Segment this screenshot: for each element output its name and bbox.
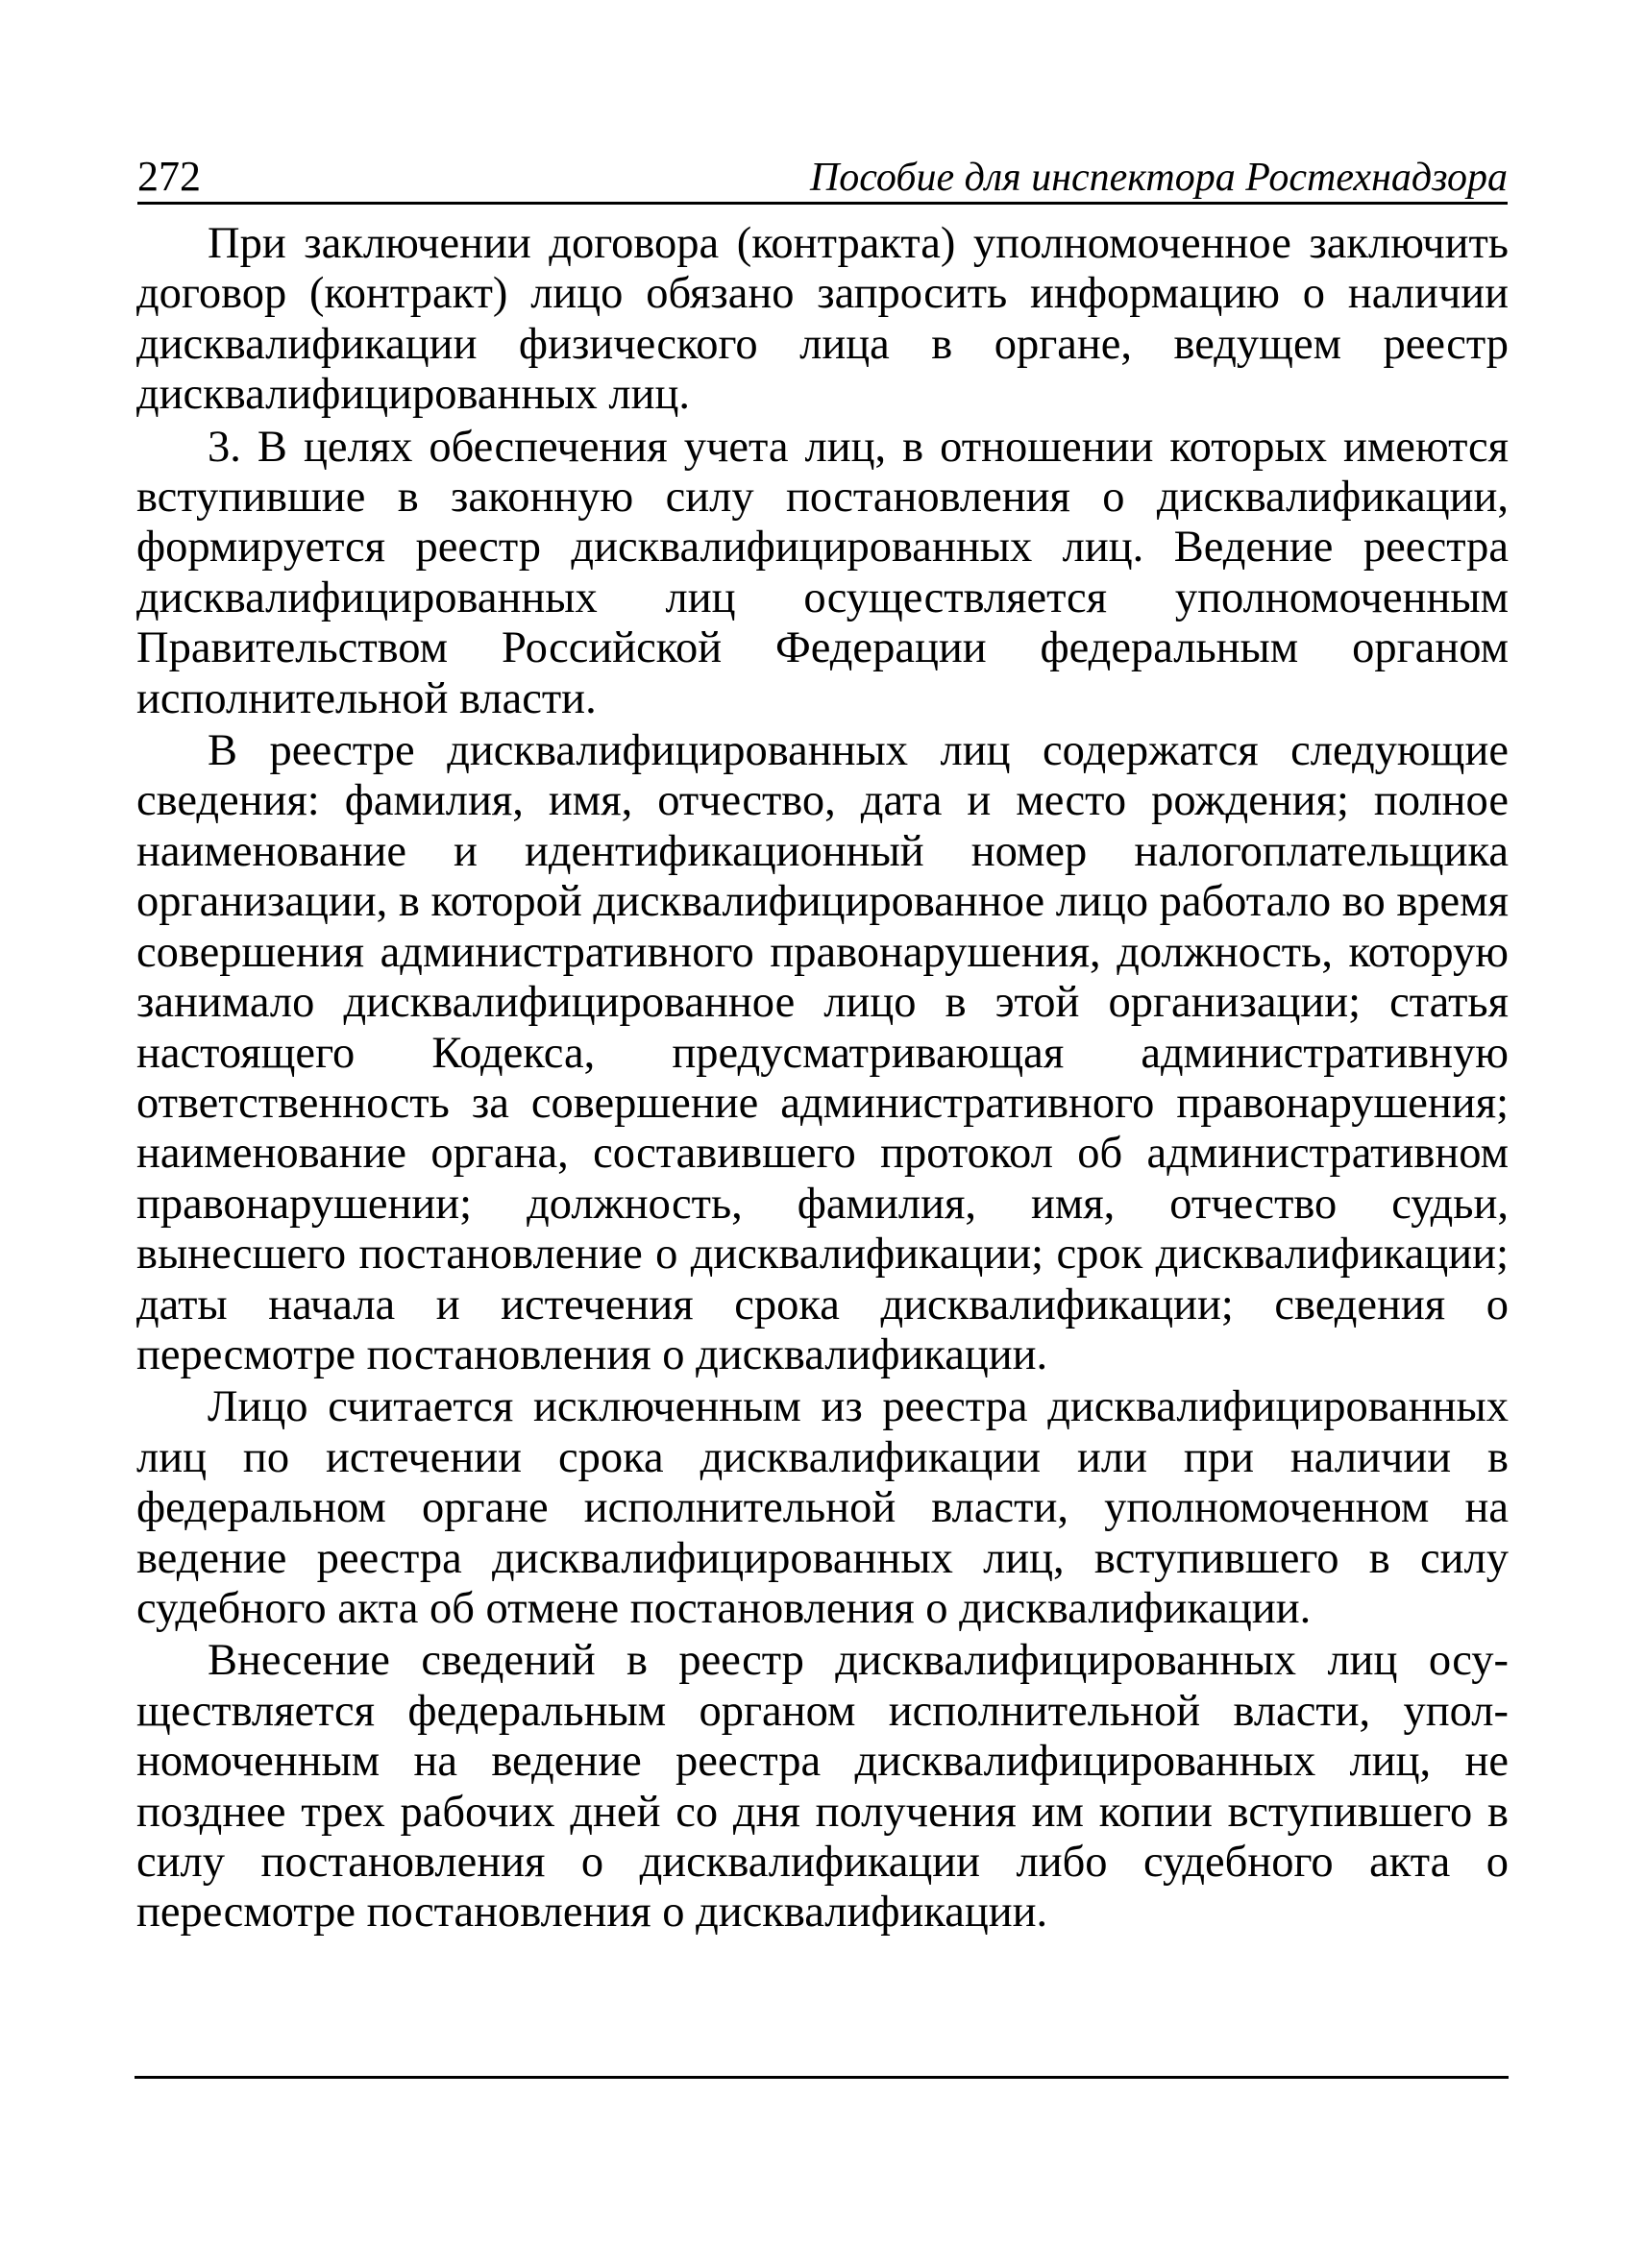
page-number: 272 (137, 153, 201, 200)
paragraph-registry-entry: Внесение сведений в реестр дисквалифицированных лиц осуществляется федеральным органом исполнительной власти, уполномоченным на ведение реестра дисквалифицированных лиц, не позднее трех рабочих дней со дня получения им копии вступившего в силу постановления о дисквалификации либо судебного акта о пересмотре постановления о дисквалификации. (136, 1636, 1509, 1938)
body-text (136, 219, 1509, 1939)
running-header-title: Пособие для инспектора Ростехнадзора (809, 156, 1508, 200)
running-header (137, 142, 1508, 205)
paragraph-registry-formation: 3. В целях обеспечения учета лиц, в отношении которых имеются вступившие в законную силу постановления о дисквалификации, формируется реестр дисквалифицированных лиц. Ведение реестра дисквалифицированных лиц осуществляется уполномоченным Правительством Российской Федерации федеральным органом исполнительной власти. (136, 422, 1509, 723)
paragraph-registry-exclusion: Лицо считается исключенным из реестра дисквалифицированных лиц по истечении срока дисквалификации или при наличии в федеральном органе исполнительной власти, уполномоченном на ведение реестра дисквалифицированных лиц, вступившего в силу судебного акта об отмене постановления о дисквалификации. (136, 1382, 1509, 1633)
paragraph-registry-contents: В реестре дисквалифицированных лиц содержатся следующие сведения: фамилия, имя, отчество, дата и место рождения; полное наименование и идентификационный номер налогоплательщика организации, в которой дисквалифицированное лицо работало во время совершения административного правонарушения, должность, которую занимало дисквалифицированное лицо в этой организации; статья настоящего Кодекса, предусматривающая административную ответственность за совершение административного правонарушения; наименование органа, составившего протокол об административном правонарушении; должность, фамилия, имя, отчество судьи, вынесшего постановление о дисквалификации; срок дисквалификации; даты начала и истечения срока дисквалификации; сведения о пересмотре постановления о дисквалификации. (136, 726, 1509, 1379)
paragraph-contract-inquiry: При заключении договора (контракта) уполномоченное заключить договор (контракт) лицо обязано запросить информацию о наличии дисквалификации физического лица в органе, ведущем реестр дисквалифицированных лиц. (136, 219, 1509, 420)
bottom-rule (135, 2076, 1509, 2079)
